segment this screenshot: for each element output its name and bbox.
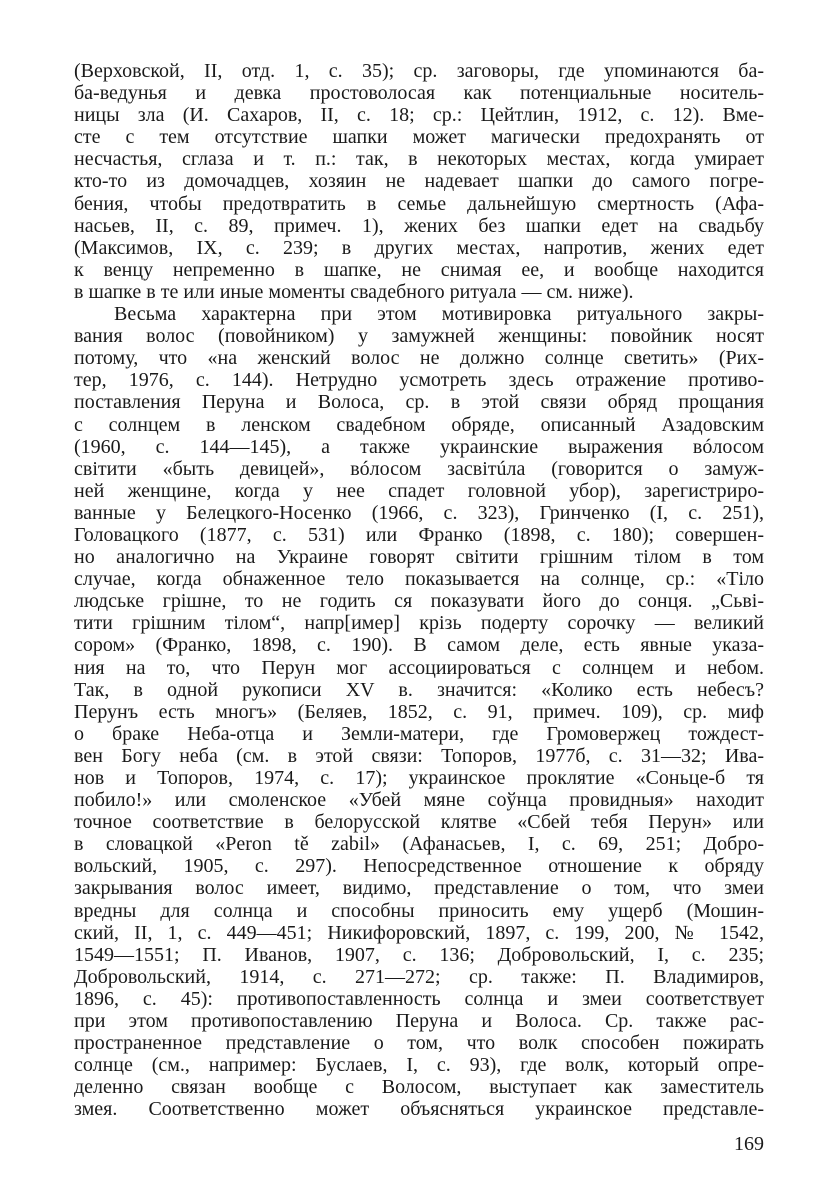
text-line: ванные у Белецкого-Носенко (1966, с. 323), Гринченко (I, с. 251), xyxy=(74,501,764,524)
text-line: потому, что «на женский волос не должно солнце светить» (Рих- xyxy=(74,347,764,370)
text-line: побило!» или смоленское «Убей мяне соўнца провидныя» находит xyxy=(74,789,764,812)
text-line: людське грiшне, то не годить ся показувати його до сонця. „Сьвi- xyxy=(74,590,764,613)
text-line: Головацкого (1877, с. 531) или Франко (1898, с. 180); совершен- xyxy=(74,523,764,546)
text-line: поставления Перуна и Волоса, ср. в этой связи обряд прощания xyxy=(74,391,764,414)
text-line: (Максимов, IX, с. 239; в других местах, напротив, жених едет xyxy=(74,236,764,259)
text-line: бения, чтобы предотвратить в семье дальнейшую смертность (Афа- xyxy=(74,192,764,215)
text-line: ней женщине, когда у нее спадет головной убор), зарегистриро- xyxy=(74,479,764,502)
text-line: пространенное представление о том, что волк способен пожирать xyxy=(74,1032,764,1055)
text-line: вольский, 1905, с. 297). Непосредственное отношение к обряду xyxy=(74,855,764,878)
text-line: несчастья, сглаза и т. п.: так, в некоторых местах, когда умирает xyxy=(74,148,764,171)
text-line: 1549—1551; П. Иванов, 1907, с. 136; Добровольский, I, с. 235; xyxy=(74,943,764,966)
text-line: ния на то, что Перун мог ассоциироваться с солнцем и небом. xyxy=(74,656,764,679)
text-line: вредны для солнца и способны приносить ему ущерб (Мошин- xyxy=(74,899,764,922)
text-line: 1896, с. 45): противопоставленность солнца и змеи соответствует xyxy=(74,987,764,1010)
text-line: сором» (Франко, 1898, с. 190). В самом деле, есть явные указа- xyxy=(74,634,764,657)
text-line: случае, когда обнаженное тело показывается на солнце, ср.: «Тiло xyxy=(74,568,764,591)
text-line: в словацкой «Peron tě zabil» (Афанасьев, I, с. 69, 251; Добро- xyxy=(74,833,764,856)
text-line: ба-ведунья и девка простоволосая как потенциальные носитель- xyxy=(74,82,764,105)
text-line: сте с тем отсутствие шапки может магически предохранять от xyxy=(74,126,764,149)
text-line: деленно связан вообще с Волосом, выступает как заместитель xyxy=(74,1076,764,1099)
text-line: тити грiшним тiлом“, напр[имер] крiзь подерту сорочку — великий xyxy=(74,612,764,635)
text-line: вен Богу неба (см. в этой связи: Топоров, 1977б, с. 31—32; Ива- xyxy=(74,744,764,767)
text-line: кто-то из домочадцев, хозяин не надевает шапки до самого погре- xyxy=(74,170,764,193)
page-number: 169 xyxy=(734,1133,764,1155)
text-line: Добровольский, 1914, с. 271—272; ср. также: П. Владимиров, xyxy=(74,965,764,988)
text-line: но аналогично на Украине говорят свiтити грiшним тiлом в том xyxy=(74,546,764,569)
text-line: точное соответствие в белорусской клятве «Сбей тебя Перун» или xyxy=(74,811,764,834)
text-line: ницы зла (И. Сахаров, II, с. 18; ср.: Цейтлин, 1912, с. 12). Вме- xyxy=(74,104,764,127)
text-line: змея. Соответственно может объясняться украинское представле- xyxy=(74,1098,764,1121)
text-line: солнце (см., например: Буслаев, I, с. 93), где волк, который опре- xyxy=(74,1054,764,1077)
text-line: о браке Неба-отца и Земли-матери, где Громовержец тождест- xyxy=(74,722,764,745)
text-line: к венцу непременно в шапке, не снимая ее, и вообще находится xyxy=(74,258,764,281)
text-line: Весьма характерна при этом мотивировка ритуального закры- xyxy=(114,303,764,326)
text-line: тер, 1976, с. 144). Нетрудно усмотреть здесь отражение противо- xyxy=(74,369,764,392)
text-line: с солнцем в ленском свадебном обряде, описанный Азадовским xyxy=(74,413,764,436)
text-line: (Верховской, II, отд. 1, с. 35); ср. заговоры, где упоминаются ба- xyxy=(74,60,764,82)
text-line: нов и Топоров, 1974, с. 17); украинское проклятие «Соньце-б тя xyxy=(74,767,764,789)
text-line: закрывания волос имеет, видимо, представление о том, что змеи xyxy=(74,877,764,900)
text-line: Так, в одной рукописи XV в. значится: «Колико есть небесъ? xyxy=(74,678,764,701)
text-line: Перунъ есть многъ» (Беляев, 1852, с. 91, примеч. 109), ср. миф xyxy=(74,700,764,723)
text-line: вания волос (повойником) у замужней женщины: повойник носят xyxy=(74,325,764,348)
page-body xyxy=(74,60,764,1121)
text-line: при этом противопоставлению Перуна и Волоса. Ср. также рас- xyxy=(74,1010,764,1033)
text-line: (1960, с. 144—145), а также украинские выражения вóлосом xyxy=(74,435,764,458)
text-line: ский, II, 1, с. 449—451; Никифоровский, 1897, с. 199, 200, № 1542, xyxy=(74,921,764,944)
text-line: свiтити «быть девицей», вóлосом засвiтúла (говорится о замуж- xyxy=(74,457,764,480)
text-line: насьев, II, с. 89, примеч. 1), жених без шапки едет на свадьбу xyxy=(74,214,764,237)
text-line: в шапке в те или иные моменты свадебного ритуала — см. ниже). xyxy=(74,280,634,303)
